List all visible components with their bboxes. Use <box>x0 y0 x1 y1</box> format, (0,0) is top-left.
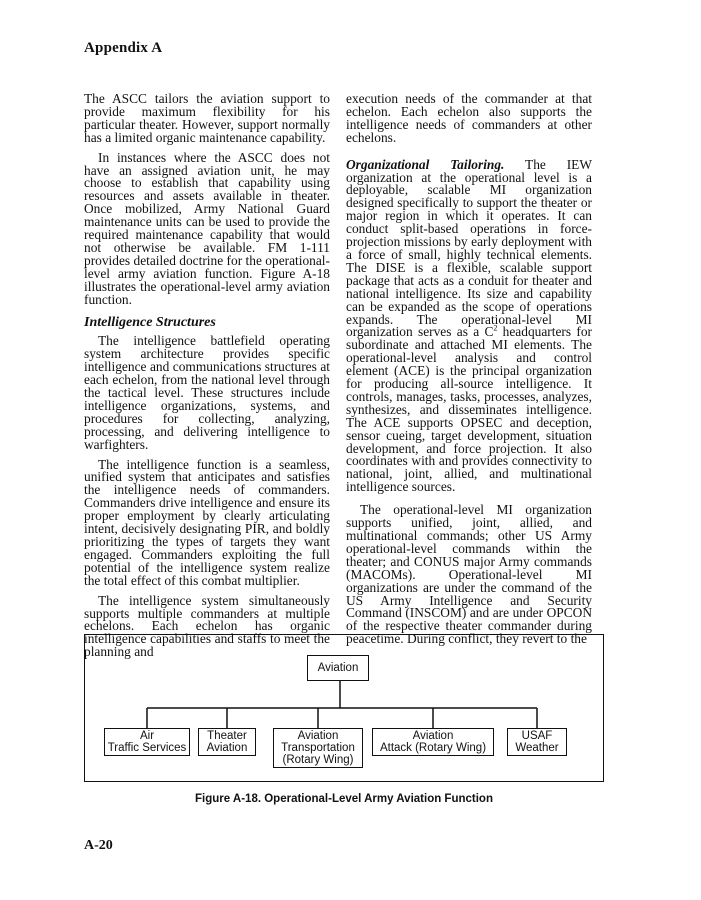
paragraph <box>346 156 592 495</box>
superscript: 2 <box>493 323 498 333</box>
figure-caption: Figure A-18. Operational-Level Army Aviation Function <box>195 793 493 805</box>
org-node-theater-aviation: Theater Aviation <box>198 728 256 756</box>
paragraph-text: The IEW organization at the operational level is a deployable, scalable MI organization designed specifically to support the theater or major region in which it operates. It can conduct split-based operations in force-projection missions by early deployment with a force of small, highly technical elements. The DISE is a flexible, scalable support package that acts as a conduit for theater and national intelligence. Its size and capability can be expanded as the scope of operations expands. The operational-level MI organization serves as a C <box>346 156 592 340</box>
paragraph-text: headquarters for subordinate and attached MI elements. The operational-level analysis and control element (ACE) is the principal organization for producing all-source intelligence. It controls, manages, tasks, processes, analyzes, synthesizes, and disseminates intelligence. The ACE supports OPSEC and deception, sensor cueing, target development, situation development, and force projection. It also coordinates with and provides connectivity to national, joint, allied, and multinational intelligence sources. <box>346 324 592 495</box>
right-column <box>346 93 592 653</box>
org-node-usaf-weather: USAF Weather <box>507 728 567 756</box>
paragraph: The intelligence system simultaneously supports multiple commanders at multiple echelons. Each echelon has organic intelligence capabilities and staffs to meet the planning and <box>84 592 330 660</box>
org-node-aviation-transportation: Aviation Transportation (Rotary Wing) <box>273 728 363 768</box>
paragraph: The operational-level MI organization supports unified, joint, allied, and multinational commands; other US Army operational-level commands within the theater; and CONUS major Army commands (MACOMs). Operational-level MI organizations are under the command of the US Army Intelligence and Security Command (INSCOM) and are under OPCON of the respective theater commander during peacetime. During conflict, they revert to the <box>346 502 592 647</box>
runin-heading: Organizational Tailoring. <box>346 156 505 172</box>
paragraph: execution needs of the commander at that echelon. Each echelon also supports the intelligence needs of commanders at other echelons. <box>346 91 592 145</box>
left-column <box>84 93 330 666</box>
paragraph: The ASCC tailors the aviation support to provide maximum flexibility for his particular theater. However, support normally has a limited organic maintenance capability. <box>84 91 330 145</box>
org-chart-figure <box>84 634 604 782</box>
paragraph: In instances where the ASCC does not have an assigned aviation unit, he may choose to establish that capability using resources and assets available in theater. Once mobilized, Army National Guard maintenance units can be used to provide the required maintenance capability that would not otherwise be available. FM 1-111 provides detailed doctrine for the operational-level army aviation function. Figure A-18 illustrates the operational-level army aviation function. <box>84 149 330 307</box>
paragraph: The intelligence battlefield operating system architecture provides specific intelligence and communications structures at each echelon, from the national level through the tactical level. These structures include intelligence organizations, systems, and procedures for collecting, analyzing, processing, and delivering intelligence to warfighters. <box>84 333 330 452</box>
running-header: Appendix A <box>84 40 163 56</box>
org-node-aviation-attack: Aviation Attack (Rotary Wing) <box>372 728 494 756</box>
org-node-air-traffic-services: Air Traffic Services <box>104 728 190 756</box>
org-node-aviation: Aviation <box>307 655 369 681</box>
page-number: A-20 <box>84 838 113 853</box>
section-heading: Intelligence Structures <box>84 314 216 330</box>
paragraph: The intelligence function is a seamless, unified system that anticipates and satisfies the intelligence needs of commanders. Commanders drive intelligence and ensure its proper employment by clearly articulating intent, decisively designating PIR, and boldly prioritizing the types of targets they want engaged. Commanders exploiting the full potential of the intelligence system realize the total effect of this combat multiplier. <box>84 456 330 588</box>
